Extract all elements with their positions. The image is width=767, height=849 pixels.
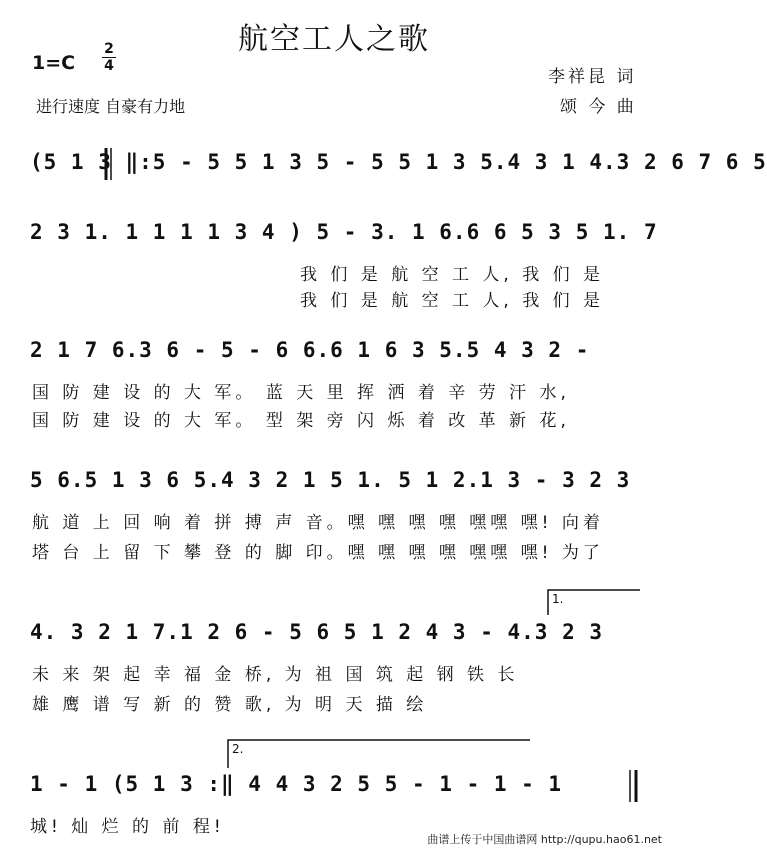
staff-line-6-lyric-verse-1: 城! 灿 烂 的 前 程! <box>30 817 225 837</box>
time-denominator: 4 <box>104 58 114 74</box>
staff-line-4-notes: 5 6.5 1 3 6 5.4 3 2 1 5 1. 5 1 2.1 3 - 3 2 3 <box>30 468 631 492</box>
staff-line-4-lyric-verse-2: 塔 台 上 留 下 攀 登 的 脚 印。嘿 嘿 嘿 嘿 嘿嘿 嘿! 为了 <box>32 543 604 563</box>
key-signature: 1=C <box>32 52 76 74</box>
footer-watermark: 曲谱上传于中国曲谱网 http://qupu.hao61.net <box>427 833 662 846</box>
time-numerator: 2 <box>104 41 114 57</box>
composer-credit: 颂 今 曲 <box>560 97 637 117</box>
lyricist-credit: 李祥昆 词 <box>548 67 637 87</box>
tempo-marking: 进行速度 自豪有力地 <box>36 97 186 116</box>
volta-first-ending: 1. <box>552 592 564 606</box>
time-signature <box>102 42 116 73</box>
volta-2-bracket <box>228 740 530 768</box>
staff-line-3-notes: 2 1 7 6.3 6 - 5 - 6 6.6 1 6 3 5.5 4 3 2 - <box>30 338 590 362</box>
staff-line-2-lyric-verse-1: 我 们 是 航 空 工 人, 我 们 是 <box>300 265 605 285</box>
volta-second-ending: 2. <box>232 742 244 756</box>
staff-line-2-notes: 2 3 1. 1 1 1 1 3 4 ) 5 - 3. 1 6.6 6 5 3 5 1. 7 <box>30 220 658 244</box>
staff-line-1-notes: (5 1 3 ‖:5 - 5 5 1 3 5 - 5 5 1 3 5.4 3 1 4.3 2 6 7 6 5 <box>30 150 767 174</box>
song-title: 航空工人之歌 <box>238 22 430 57</box>
staff-line-2-lyric-verse-2: 我 们 是 航 空 工 人, 我 们 是 <box>300 291 605 311</box>
staff-line-3-lyric-verse-1: 国 防 建 设 的 大 军。 蓝 天 里 挥 洒 着 辛 劳 汗 水, <box>32 383 570 403</box>
staff-line-5-lyric-verse-2: 雄 鹰 谱 写 新 的 赞 歌, 为 明 天 描 绘 <box>32 695 428 715</box>
staff-line-4-lyric-verse-1: 航 道 上 回 响 着 拼 搏 声 音。嘿 嘿 嘿 嘿 嘿嘿 嘿! 向着 <box>32 513 604 533</box>
staff-line-5-notes: 4. 3 2 1 7.1 2 6 - 5 6 5 1 2 4 3 - 4.3 2 3 <box>30 620 604 644</box>
staff-line-6-notes: 1 - 1 (5 1 3 :‖ 4 4 3 2 5 5 - 1 - 1 - 1 <box>30 772 563 796</box>
staff-line-5-lyric-verse-1: 未 来 架 起 幸 福 金 桥, 为 祖 国 筑 起 钢 铁 长 <box>32 665 519 685</box>
staff-line-3-lyric-verse-2: 国 防 建 设 的 大 军。 型 架 旁 闪 烁 着 改 革 新 花, <box>32 411 570 431</box>
